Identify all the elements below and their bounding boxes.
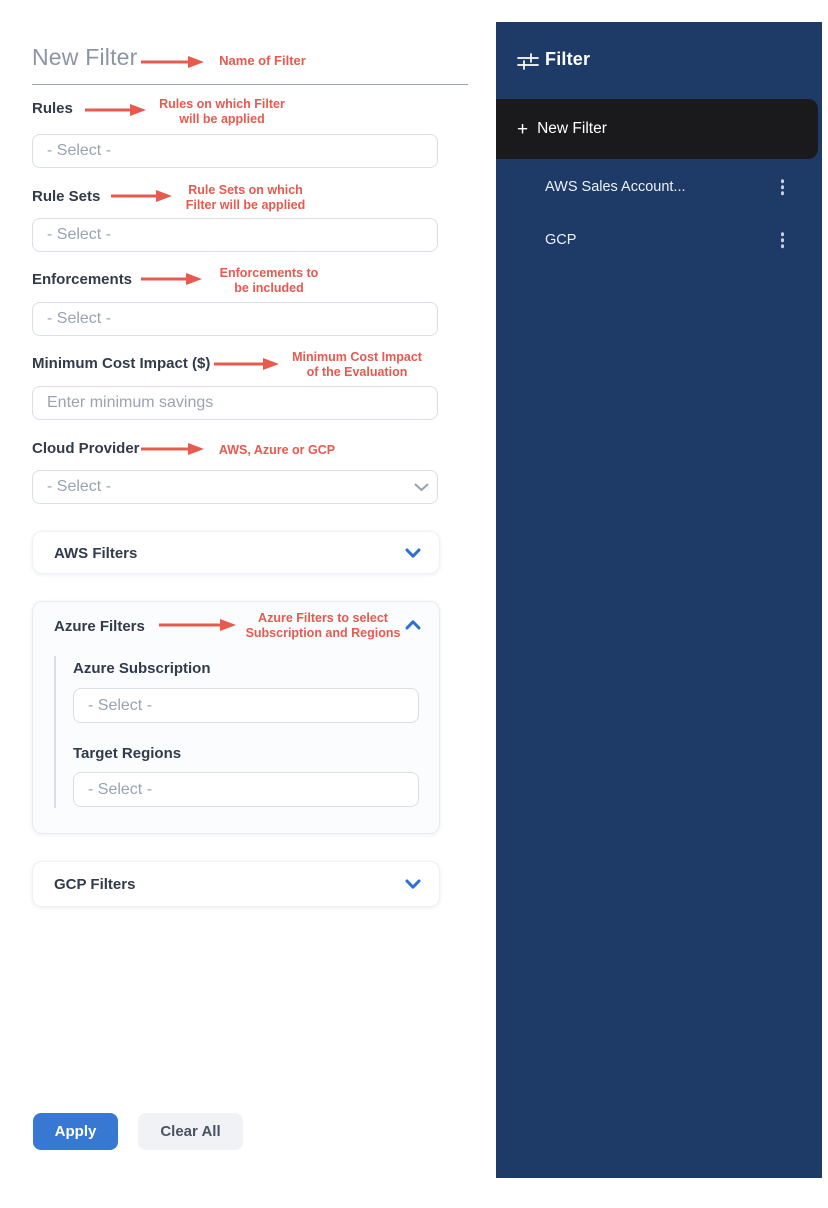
filter-sidebar — [496, 22, 822, 1178]
rule-sets-label: Rule Sets — [32, 188, 101, 205]
title-divider — [32, 84, 468, 85]
min-cost-impact-input[interactable] — [32, 386, 438, 420]
azure-filters-title: Azure Filters — [54, 618, 145, 635]
rule-sets-annotation: Rule Sets on which Filter will be applied — [185, 183, 306, 212]
rule-sets-select[interactable] — [32, 218, 438, 252]
page-title: New Filter — [32, 44, 138, 70]
annotation-arrow — [110, 190, 172, 202]
min-cost-impact-label: Minimum Cost Impact ($) — [32, 355, 211, 372]
cloud-provider-label: Cloud Provider — [32, 440, 140, 457]
enforcements-select[interactable] — [32, 302, 438, 336]
target-regions-label: Target Regions — [73, 745, 182, 762]
sidebar-title: Filter — [545, 49, 591, 69]
rules-select[interactable] — [32, 134, 438, 168]
annotation-arrow — [140, 443, 204, 455]
annotation-arrow — [140, 273, 202, 285]
plus-icon: + — [517, 118, 529, 140]
annotation-arrow — [84, 104, 146, 116]
aws-filters-title: AWS Filters — [54, 545, 138, 562]
kebab-menu-icon[interactable] — [777, 228, 789, 252]
azure-indent-line — [54, 656, 56, 808]
sidebar-item-aws-sales-account[interactable] — [496, 165, 822, 209]
new-filter-button[interactable] — [496, 99, 818, 159]
chevron-down-icon[interactable] — [405, 879, 421, 890]
cloud-provider-annotation: AWS, Azure or GCP — [218, 443, 336, 457]
chevron-up-icon[interactable] — [405, 619, 421, 630]
sidebar-item-gcp[interactable] — [496, 218, 822, 262]
sidebar-item-label: AWS Sales Account... — [545, 179, 686, 195]
sidebar-item-label: GCP — [545, 232, 577, 248]
enforcements-annotation: Enforcements to be included — [219, 266, 319, 295]
gcp-filters-title: GCP Filters — [54, 876, 136, 893]
annotation-arrow — [213, 358, 279, 370]
aws-filters-card — [32, 531, 440, 574]
chevron-down-icon[interactable] — [413, 482, 430, 493]
chevron-down-icon[interactable] — [405, 548, 421, 559]
target-regions-select[interactable] — [73, 772, 419, 807]
new-filter-label: New Filter — [537, 120, 607, 137]
enforcements-label: Enforcements — [32, 271, 133, 288]
annotation-arrow — [158, 619, 236, 631]
sliders-icon — [517, 53, 539, 70]
clear-all-button[interactable]: Clear All — [138, 1113, 243, 1150]
annotation-arrow — [140, 56, 204, 68]
kebab-menu-icon[interactable] — [777, 175, 789, 199]
gcp-filters-toggle[interactable] — [33, 862, 439, 906]
gcp-filters-card — [32, 861, 440, 907]
title-annotation: Name of Filter — [219, 53, 306, 68]
azure-subscription-label: Azure Subscription — [73, 660, 211, 677]
cloud-provider-select[interactable] — [32, 470, 438, 504]
rules-annotation: Rules on which Filter will be applied — [159, 97, 285, 126]
apply-button[interactable]: Apply — [33, 1113, 118, 1150]
azure-subscription-select[interactable] — [73, 688, 419, 723]
rules-label: Rules — [32, 100, 73, 117]
aws-filters-toggle[interactable] — [33, 532, 439, 576]
min-cost-annotation: Minimum Cost Impact of the Evaluation — [292, 350, 422, 379]
azure-filters-annotation: Azure Filters to select Subscription and Regions — [245, 611, 401, 640]
